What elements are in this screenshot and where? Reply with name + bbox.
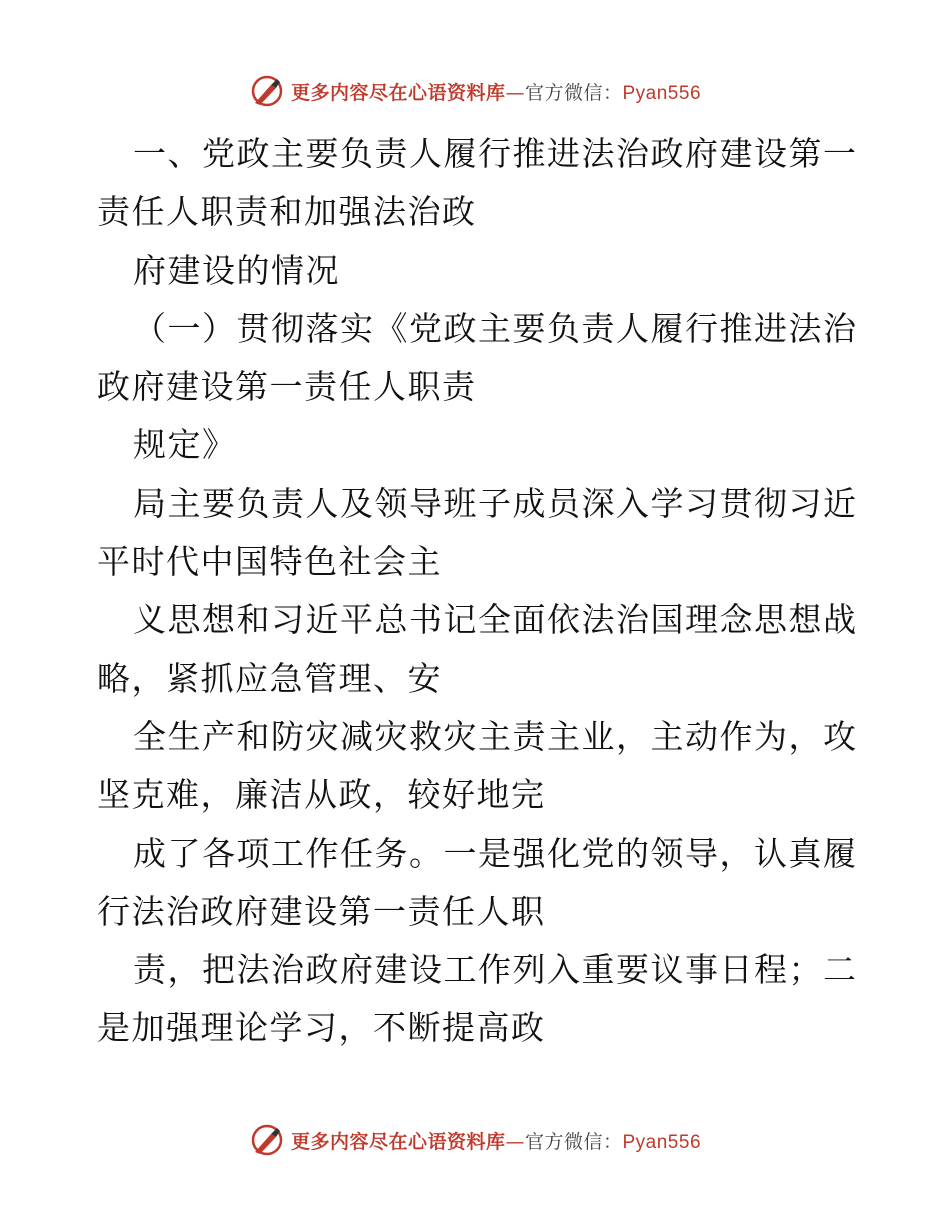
footer-wechat-label: 官方微信： <box>524 1130 623 1153</box>
text-line: 平时代中国特色社会主 <box>97 542 442 582</box>
text-line: 成了各项工作任务。一是强化党的领导，认真履 <box>133 833 858 873</box>
text-line: 略，紧抓应急管理、安 <box>97 658 442 698</box>
header-brand: 更多内容尽在心语资料库 <box>290 81 506 104</box>
header-dash: — <box>505 81 525 104</box>
text-line: 政府建设第一责任人职责 <box>97 367 477 407</box>
header-wechat-label: 官方微信： <box>524 81 623 104</box>
text-line: 是加强理论学习，不断提高政 <box>97 1008 546 1048</box>
footer-watermark <box>0 1120 950 1160</box>
document-body <box>97 125 857 1058</box>
header-watermark <box>0 71 950 111</box>
text-line: （一）贯彻落实《党政主要负责人履行推进法治 <box>133 308 858 348</box>
text-line: 规定》 <box>133 425 237 465</box>
pen-logo-icon <box>249 1122 285 1158</box>
text-line: 行法治政府建设第一责任人职 <box>97 891 546 931</box>
text-line: 府建设的情况 <box>133 250 340 290</box>
text-line: 局主要负责人及领导班子成员深入学习贯彻习近 <box>133 483 858 523</box>
text-line: 一、党政主要负责人履行推进法治政府建设第一 <box>133 134 858 173</box>
text-line: 全生产和防灾减灾救灾主责主业，主动作为，攻 <box>133 716 858 756</box>
pen-logo-icon <box>249 73 285 109</box>
footer-dash: — <box>505 1130 525 1153</box>
footer-brand: 更多内容尽在心语资料库 <box>290 1130 506 1153</box>
text-line: 责，把法治政府建设工作列入重要议事日程；二 <box>133 950 858 990</box>
footer-wechat-id: Pyan556 <box>622 1131 702 1153</box>
header-wechat-id: Pyan556 <box>622 82 702 104</box>
text-line: 坚克难，廉洁从政，较好地完 <box>97 775 546 815</box>
text-line: 责任人职责和加强法治政 <box>97 192 477 232</box>
text-line: 义思想和习近平总书记全面依法治国理念思想战 <box>133 600 858 640</box>
